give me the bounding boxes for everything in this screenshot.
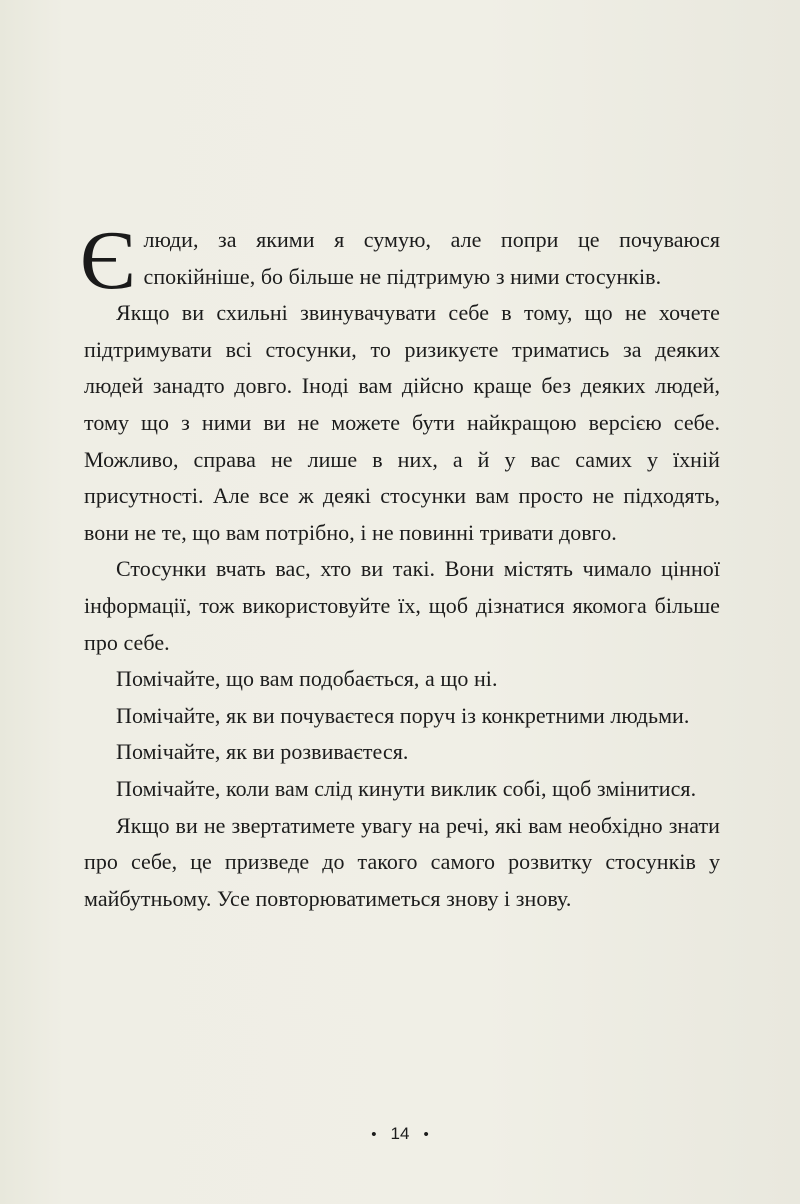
- paragraph-4: Помічайте, що вам подобається, а що ні.: [116, 666, 498, 692]
- footer-bullet-left: •: [371, 1126, 377, 1143]
- page-footer: [0, 1124, 800, 1144]
- paragraph-8: Якщо ви не звертатимете увагу на речі, які вам необхідно знати про себе, це призведе до такого самого розвитку стосунків у майбутньому. Усе повторюватиметься знову і знову.: [84, 812, 720, 911]
- page-number: 14: [390, 1124, 410, 1143]
- body-text: [80, 214, 720, 917]
- paragraph-3: Стосунки вчать вас, хто ви такі. Вони містять чимало цінної інформації, тож використовуйте їх, щоб дізнатися якомога більше про себе.: [84, 556, 720, 655]
- paragraph-1-text: люди, за якими я сумую, але попри це почуваюся спокійніше, бо більше не підтримую з ними стосунків.: [143, 227, 720, 289]
- paragraph-2: Якщо ви схильні звинувачувати себе в тому, що не хочете підтримувати всі стосунки, то ризикуєте триматись за деяких людей занадто довго. Іноді вам дійсно краще без деяких людей, тому що з ними ви не можете бути найкращою версією себе. Можливо, справа не лише в них, а й у вас самих у їхній присутності. Але все ж деякі стосунки вам просто не підходять, вони не те, що вам потрібно, і не повинні тривати довго.: [84, 300, 720, 545]
- drop-cap-letter: Є: [80, 214, 136, 307]
- paragraph-1: [80, 214, 720, 307]
- paragraph-7: Помічайте, коли вам слід кинути виклик собі, щоб змінитися.: [116, 775, 697, 801]
- footer-bullet-right: •: [423, 1126, 429, 1143]
- paragraph-5: Помічайте, як ви почуваєтеся поруч із конкретними людьми.: [116, 702, 690, 728]
- paragraph-6: Помічайте, як ви розвиваєтеся.: [116, 739, 409, 765]
